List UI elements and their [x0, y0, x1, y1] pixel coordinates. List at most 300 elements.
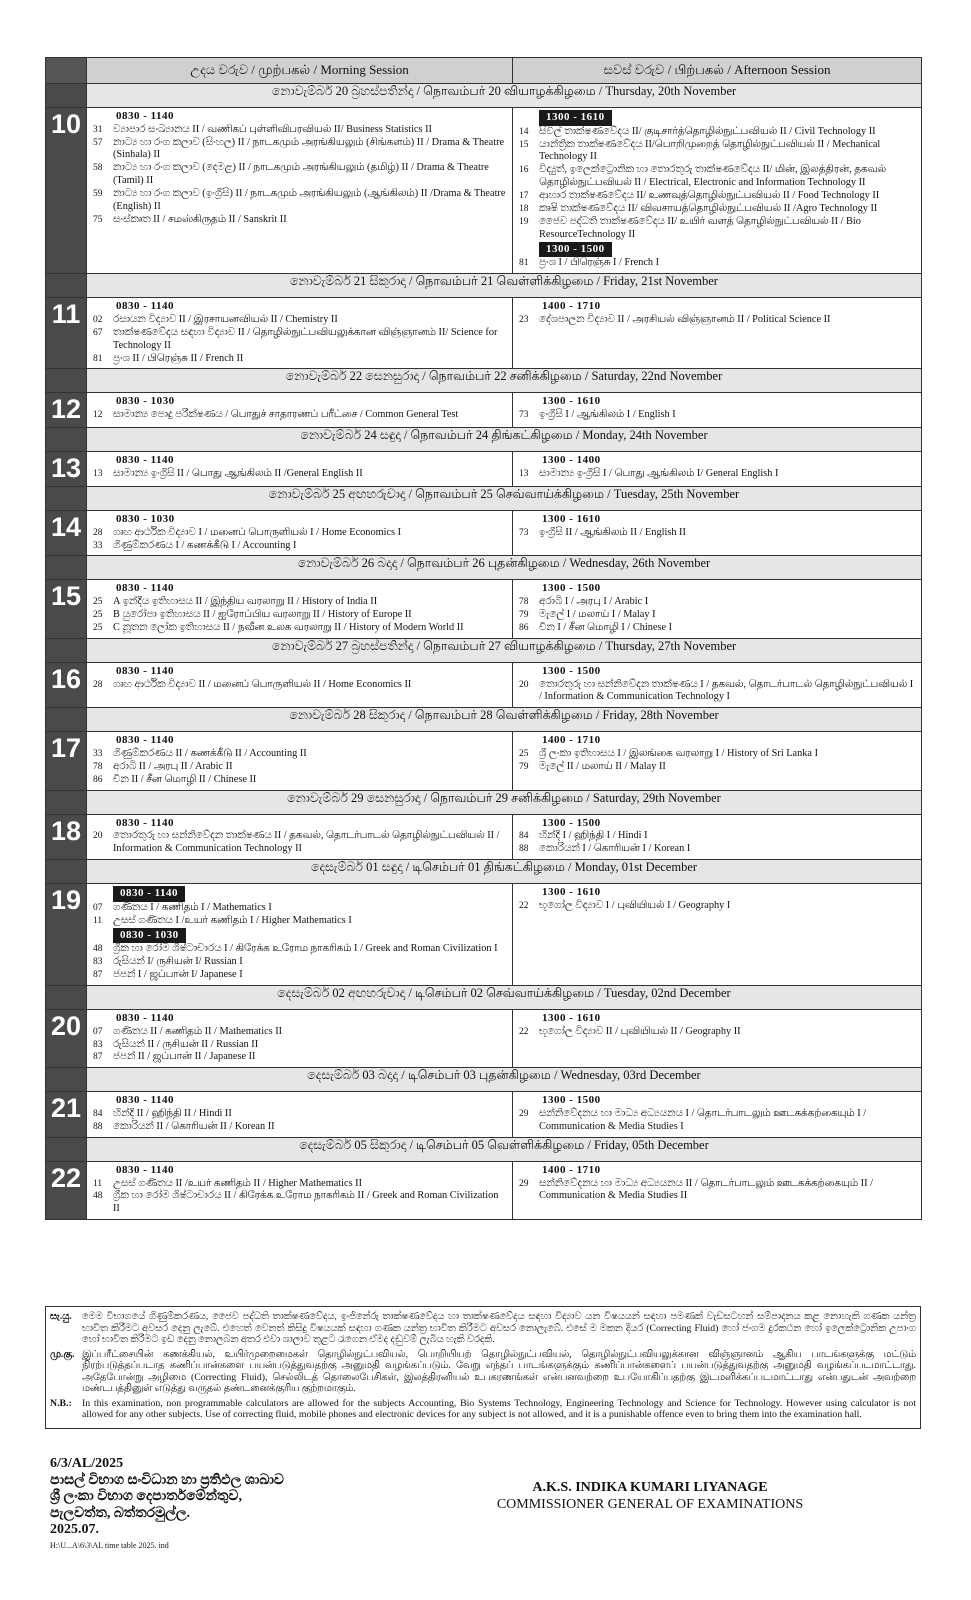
- department-name: ශ්‍රී ලංකා විභාග දෙපාර්තමේන්තුව,: [50, 1489, 242, 1505]
- subject-item: [93, 124, 507, 137]
- date-heading: නොවැම්බර් 24 සඳුදා / நொவம்பர் 24 திங்கட்கிழமை / Monday, 24th November: [87, 428, 922, 452]
- date-heading: දෙසැම්බර් 05 සිකුරාදා / டிசெம்பர் 05 வெள்ளிக்கிழமை / Friday, 05th December: [87, 1137, 922, 1161]
- subject-code: 07: [93, 902, 103, 913]
- date-row: [46, 274, 922, 298]
- session-time: 0830 - 1140: [116, 110, 175, 122]
- subject-code: 11: [93, 1178, 103, 1189]
- subject-name: චීන I / சீன மொழி I / Chinese I: [539, 621, 673, 633]
- subject-code: 15: [519, 139, 529, 150]
- subject-code: 79: [519, 610, 529, 620]
- morning-cell: [87, 662, 513, 707]
- subject-code: 79: [519, 761, 529, 772]
- session-time: 0830 - 1140: [116, 1163, 175, 1176]
- subject-code: 57: [93, 137, 103, 148]
- subject-code: 25: [93, 610, 103, 620]
- subject-code: 16: [519, 165, 529, 176]
- subject-name: ආහාර තාක්ෂණවේදය II/ உணவுத்தொழில்நுட்பவியல் II / Food Technology II: [539, 190, 880, 202]
- session-time: 0830 - 1030: [116, 395, 175, 408]
- subject-name: හින්දි II / ஹிந்தி II / Hindi II: [113, 1108, 232, 1120]
- morning-cell: [87, 510, 513, 556]
- subject-name: උසස් ගණිතය I /உயர் கணிதம் I / Higher Mathematics I: [113, 914, 352, 926]
- subject-item: [93, 1108, 507, 1121]
- subject-item: [519, 216, 916, 242]
- morning-cell: [87, 580, 513, 638]
- session-time: 1300 - 1400: [542, 454, 601, 467]
- subject-code: 87: [93, 970, 103, 981]
- exam-day-row: [46, 393, 922, 428]
- subject-item: [93, 214, 507, 227]
- day-number: 18: [46, 814, 87, 860]
- note-sinhala: [50, 1311, 916, 1346]
- subject-item: [93, 943, 507, 956]
- subject-item: [93, 188, 507, 214]
- date-heading: නොවැම්බර් 21 සිකුරාදා / நொவம்பர் 21 வெள்ளிக்கிழமை / Friday, 21st November: [87, 274, 922, 298]
- subject-name: A ඉන්දීය ඉතිහාසය II / இந்திய வரலாறு II / History of India II: [113, 596, 378, 608]
- date-heading: නොවැම්බර් 22 සෙනසුරාදා / நொவம்பர் 22 சனிக்கிழமை / Saturday, 22nd November: [87, 369, 922, 393]
- subject-name: B යුරෝපා ඉතිහාසය II / ஐரோப்பிய வரலாறு II / History of Europe II: [113, 609, 412, 620]
- date-row: [46, 556, 922, 580]
- subject-code: 78: [519, 597, 529, 608]
- morning-cell: [87, 393, 513, 428]
- subject-name: රසායන විද්‍යාව II / இரசாயனவியல் II / Chemistry II: [113, 313, 338, 325]
- subject-code: 02: [93, 314, 103, 325]
- instructions-box: [45, 1306, 921, 1429]
- date-row: [46, 790, 922, 814]
- subject-item: [519, 126, 916, 139]
- subject-name: භූගෝල විද්‍යාව I / புவியியல் I / Geography I: [539, 899, 731, 911]
- session-time: 1300 - 1500: [539, 242, 612, 258]
- morning-session-header: උදය වරුව / முற்பகல் / Morning Session: [87, 58, 513, 84]
- subject-item: [93, 353, 507, 366]
- subject-code: 78: [93, 761, 103, 772]
- subject-code: 22: [519, 1026, 529, 1037]
- afternoon-cell: [513, 1161, 922, 1219]
- subject-name: ගිණුම්කරණය I / கணக்கீடு I / Accounting I: [113, 539, 297, 551]
- date-heading: නොවැම්බර් 26 බදාදා / நொவம்பர் 26 புதன்கிழமை / Wednesday, 26th November: [87, 556, 922, 580]
- date-row: [46, 428, 922, 452]
- session-time: 0830 - 1140: [116, 816, 175, 829]
- afternoon-cell: [513, 662, 922, 707]
- exam-day-row: [46, 108, 922, 274]
- session-time: 0830 - 1140: [116, 734, 175, 747]
- exam-day-row: [46, 580, 922, 638]
- day-number-bar: [46, 860, 87, 884]
- subject-name: රුසියන් II / ருசியன் II / Russian II: [113, 1038, 259, 1050]
- subject-name: සාමාන්‍ය ඉංග්‍රීසි II / பொது ஆங்கிலம் II /General English II: [113, 467, 363, 479]
- date-row: [46, 708, 922, 732]
- date-row: [46, 486, 922, 510]
- subject-code: 33: [93, 540, 103, 551]
- subject-code: 73: [519, 410, 529, 421]
- day-number: 13: [46, 452, 87, 487]
- morning-cell: [87, 814, 513, 860]
- branch-name: පාසල් විභාග සංවිධාන හා ප්‍රතිඵල ශාඛාව: [50, 1472, 284, 1488]
- subject-name: අරාබි I / அரபு I / Arabic I: [539, 596, 649, 608]
- exam-day-row: [46, 1009, 922, 1067]
- day-number-bar: [46, 638, 87, 662]
- date-heading: නොවැම්බර් 28 සිකුරාදා / நொவம்பர் 28 வெள்ளிக்கிழமை / Friday, 28th November: [87, 708, 922, 732]
- subject-code: 81: [93, 353, 103, 364]
- subject-code: 87: [93, 1052, 103, 1063]
- subject-name: ප්‍රංශ II / பிரெஞ்சு II / French II: [113, 352, 244, 364]
- session-time: 1300 - 1500: [542, 816, 601, 829]
- subject-item: [519, 679, 916, 705]
- day-number-bar: [46, 985, 87, 1009]
- subject-item: [519, 468, 916, 481]
- subject-item: [519, 1108, 916, 1134]
- date-row: [46, 860, 922, 884]
- note-label: සැ.යු.: [50, 1311, 72, 1322]
- subject-item: [93, 409, 507, 422]
- subject-name: කෘෂි තාක්ෂණවේදය II/ விவசாயத்தொழில்நுட்பவியல் II /Agro Technology II: [539, 202, 878, 214]
- session-time: 0830 - 1140: [116, 582, 175, 595]
- afternoon-cell: [513, 298, 922, 369]
- subject-code: 29: [519, 1178, 529, 1189]
- file-reference: H:\U...A\6\3\AL time table 2025. ind: [50, 1540, 169, 1550]
- subject-item: [93, 830, 507, 856]
- session-time: 0830 - 1140: [113, 886, 185, 902]
- subject-item: [93, 162, 507, 188]
- subject-name: සාමාන්‍ය ඉංග්‍රීසි I / பொது ஆங்கிலம் I/ General English I: [539, 467, 779, 479]
- subject-code: 19: [519, 216, 529, 227]
- subject-name: සන්නිවේදනය හා මාධ්‍ය අධ්‍යයනය I / தொடர்பாடலும் ஊடகக்கற்கையும் I / Communication & Media Studies I: [539, 1108, 867, 1132]
- day-number: 11: [46, 298, 87, 369]
- subject-name: උසස් ගණිතය II /உயர் கணிதம் II / Higher Mathematics II: [113, 1177, 363, 1189]
- subject-name: අරාබි II / அரபு II / Arabic II: [113, 760, 233, 772]
- subject-code: 23: [519, 314, 529, 325]
- subject-code: 20: [93, 831, 103, 842]
- subject-name: ජෛව පද්ධති තාක්ෂණවේදය II/ உயிர் வளத் தொழில்நுட்பவியல் II / Bio ResourceTechnology II: [539, 215, 861, 240]
- subject-code: 13: [93, 468, 103, 479]
- subject-item: [519, 761, 916, 774]
- day-number: 19: [46, 884, 87, 986]
- day-number: 16: [46, 662, 87, 707]
- subject-name: සංස්කෘත II / சமஸ்கிருதம் II / Sanskrit II: [113, 213, 287, 225]
- day-number-bar: [46, 790, 87, 814]
- subject-item: [519, 843, 916, 856]
- subject-name: සන්නිවේදනය හා මාධ්‍ය අධ්‍යයනය II / தொடர்பாடலும் ஊடகக்கற்கையும் II / Communication & Media Studies II: [539, 1177, 873, 1202]
- subject-name: යාන්ත්‍රික තාක්ෂණවේදය II/பொறிமுறைத் தொழில்நுட்பவியல் II / Mechanical Technology II: [539, 138, 881, 163]
- subject-code: 84: [93, 1109, 103, 1120]
- subject-name: ග්‍රීක හා රෝම ශිෂ්ටාචාරය II / கிரேக்க உரோம நாகரிகம் II / Greek and Roman Civilization II: [113, 1190, 499, 1215]
- day-number-bar: [46, 1068, 87, 1092]
- subject-code: 83: [93, 957, 103, 968]
- session-time: 0830 - 1140: [116, 1094, 175, 1107]
- day-number: 12: [46, 393, 87, 428]
- subject-name: රුසියන් I/ ருசியன் I/ Russian I: [113, 956, 243, 968]
- subject-code: 13: [519, 468, 529, 479]
- afternoon-cell: [513, 1009, 922, 1067]
- subject-name: ජපන් II / ஜப்பான் II / Japanese II: [113, 1051, 256, 1063]
- subject-name: ශ්‍රී ලංකා ඉතිහාසය I / இலங்கை வரலாறு I / History of Sri Lanka I: [539, 747, 818, 759]
- date-heading: නොවැම්බර් 29 සෙනසුරාදා / நொவம்பர் 29 சனிக்கிழமை / Saturday, 29th November: [87, 790, 922, 814]
- morning-cell: [87, 298, 513, 369]
- session-time: 0830 - 1140: [116, 300, 175, 313]
- afternoon-cell: [513, 884, 922, 986]
- subject-item: [519, 748, 916, 761]
- subject-item: [93, 527, 507, 540]
- session-time: 1300 - 1610: [542, 1011, 601, 1024]
- session-time: 1300 - 1610: [539, 110, 612, 126]
- subject-name: ග්‍රීක හා රෝම ශිෂ්ටාචාරය I / கிரேக்க உரோம நாகரிகம் I / Greek and Roman Civilization I: [113, 943, 498, 955]
- subject-code: 14: [519, 126, 529, 137]
- day-number: 14: [46, 510, 87, 556]
- subject-code: 28: [93, 679, 103, 690]
- day-number: 10: [46, 108, 87, 274]
- morning-cell: [87, 108, 513, 274]
- subject-item: [519, 164, 916, 190]
- subject-item: [519, 900, 916, 913]
- date-heading: නොවැම්බර් 20 බ්‍රහස්පතින්දා / நொவம்பர் 20 வியாழக்கிழமை / Thursday, 20th November: [87, 84, 922, 108]
- subject-code: 17: [519, 191, 529, 202]
- session-time: 0830 - 1140: [116, 454, 175, 467]
- note-english: [50, 1398, 916, 1421]
- exam-day-row: [46, 662, 922, 707]
- subject-code: 83: [93, 1039, 103, 1050]
- subject-item: [93, 540, 507, 553]
- signatory-title: COMMISSIONER GENERAL OF EXAMINATIONS: [496, 1496, 804, 1512]
- afternoon-cell: [513, 393, 922, 428]
- afternoon-cell: [513, 452, 922, 487]
- subject-code: 86: [519, 622, 529, 633]
- note-label: மு.கு.: [50, 1348, 75, 1360]
- subject-item: [93, 1051, 507, 1064]
- note-text: මෙම විභාගයේ ගිණුම්කරණය, ජෛව පද්ධති තාක්ෂණවේදය, ඉංජිනේරු තාක්ෂණවේදය හා තාක්ෂණවේදය සඳහා විද්‍යාව යන විෂයයන් සඳහා පමණක් වැඩසටහන් සම්පාදනය කළ නොහැකි ගණක යන්ත්‍ර භාවිත කිරීමට අවසර දෙනු ලැබේ. එහෙත් වෙනත් කිසිදු විෂයයක් සඳහා ගණක යන්ත්‍ර භාවිත කිරීමට අවසර නොලැබේ. එසේ ම මකන දියර (Correcting Fluid) හෝ ජංගම දුරකථන හෝ ඉලෙක්ට්‍රොනික උපාංග හෝ භාවිත කිරීමට ඉඩ දෙනු නොලබන අතර එවා ශාලාව තුළට රැගෙන ඒමද දඬුවම් ලැබිය හැකි වරදකි.: [82, 1311, 916, 1346]
- day-number: 15: [46, 580, 87, 638]
- subject-item: [93, 609, 507, 622]
- subject-name: කොරියන් II / கொரியன் II / Korean II: [113, 1120, 275, 1132]
- day-number: 17: [46, 732, 87, 790]
- session-time: 1400 - 1710: [542, 1163, 601, 1176]
- subject-item: [93, 1121, 507, 1134]
- office-location: පැලවත්ත, බත්තරමුල්ල.: [50, 1505, 190, 1521]
- subject-name: තොරතුරු හා සන්නිවේදන තාක්ෂණය I / தகவல், தொடர்பாடல் தொழில்நுட்பவியல் I / Information & Communication Technology I: [539, 678, 914, 703]
- session-time: 0830 - 1140: [116, 664, 175, 677]
- subject-code: 25: [93, 597, 103, 608]
- issue-date: 2025.07.: [50, 1522, 99, 1538]
- date-heading: නොවැම්බර් 25 අඟහරුවාදා / நொவம்பர் 25 செவ்வாய்க்கிழமை / Tuesday, 25th November: [87, 486, 922, 510]
- subject-item: [93, 314, 507, 327]
- subject-name: නාට්‍ය හා රංග කලාව (සිංහල) II / நாடகமும் அரங்கியலும் (சிங்களம்) II / Drama & Theatre (Sinhala) II: [113, 136, 505, 161]
- subject-code: 29: [519, 1109, 529, 1120]
- afternoon-cell: [513, 814, 922, 860]
- subject-item: [519, 1178, 916, 1204]
- session-time: 1300 - 1500: [542, 582, 601, 595]
- session-time: 0830 - 1030: [113, 928, 186, 944]
- subject-name: සාමාන්‍ය පොදු පරීක්ෂණය / பொதுச் சாதாரணப் பரீட்சை / Common General Test: [113, 409, 459, 421]
- subject-item: [519, 622, 916, 635]
- session-time: 1300 - 1610: [542, 886, 601, 899]
- signatory-name: A.K.S. INDIKA KUMARI LIYANAGE: [532, 1480, 768, 1495]
- exam-timetable: [45, 57, 922, 1220]
- subject-name: ගෘහ ආර්ථික විද්‍යාව II / மனைப் பொருளியல் II / Home Economics II: [113, 678, 412, 690]
- exam-day-row: [46, 1161, 922, 1219]
- exam-day-row: [46, 452, 922, 487]
- date-row: [46, 84, 922, 108]
- date-heading: දෙසැම්බර් 03 බදාදා / டிசெம்பர் 03 புதன்கிழமை / Wednesday, 03rd December: [87, 1068, 922, 1092]
- morning-cell: [87, 452, 513, 487]
- session-time: 1300 - 1610: [542, 395, 601, 408]
- subject-code: 25: [519, 748, 529, 759]
- subject-name: නාට්‍ය හා රංග කලාව (දෙමළ) II / நாடகமும் அரங்கியலும் (தமிழ்) II / Drama & Theatre (Tamil) II: [113, 162, 489, 187]
- subject-item: [519, 609, 916, 622]
- morning-cell: [87, 1092, 513, 1138]
- subject-item: [93, 748, 507, 761]
- subject-item: [93, 1039, 507, 1052]
- subject-name: භූගෝල විද්‍යාව II / புவியியல் II / Geography II: [539, 1025, 741, 1037]
- subject-item: [93, 774, 507, 787]
- date-row: [46, 369, 922, 393]
- session-time: 1400 - 1710: [542, 734, 601, 747]
- subject-name: කොරියන් I / கொரியன் I / Korean I: [539, 843, 691, 855]
- subject-code: 20: [519, 679, 529, 690]
- day-number-bar: [46, 708, 87, 732]
- day-number: 21: [46, 1092, 87, 1138]
- morning-cell: [87, 732, 513, 790]
- day-number: 20: [46, 1009, 87, 1067]
- subject-item: [93, 1026, 507, 1039]
- day-number-bar: [46, 84, 87, 108]
- subject-item: [519, 596, 916, 609]
- subject-name: තාක්ෂණවේදය සඳහා විද්‍යාව II / தொழில்நுட்பவியலுக்கான விஞ்ஞானம் II/ Science for Technology II: [113, 326, 498, 351]
- subject-code: 58: [93, 163, 103, 174]
- morning-cell: [87, 1009, 513, 1067]
- issuing-office-block: [50, 1456, 284, 1550]
- subject-code: 73: [519, 527, 529, 538]
- exam-day-row: [46, 1092, 922, 1138]
- signatory-block: [470, 1480, 830, 1514]
- day-number-bar: [46, 556, 87, 580]
- subject-code: 11: [93, 915, 103, 926]
- subject-code: 12: [93, 410, 103, 421]
- subject-code: 25: [93, 622, 103, 633]
- subject-item: [93, 596, 507, 609]
- session-time: 0830 - 1030: [116, 512, 175, 525]
- subject-item: [93, 915, 507, 928]
- session-header-row: [46, 58, 922, 84]
- subject-item: [519, 314, 916, 327]
- afternoon-cell: [513, 580, 922, 638]
- subject-item: [93, 468, 507, 481]
- subject-name: විද්‍යුත්, ඉලෙක්ට්‍රොනික හා තොරතුරු තාක්ෂණවේදය II/ மின், இலத்திரன், தகவல் தொழில்நுட்பவியல் II / Electrical, Electronic and Information Technology II: [539, 164, 886, 189]
- subject-item: [519, 139, 916, 165]
- date-heading: දෙසැම්බර් 02 අඟහරුවාදා / டிசெம்பர் 02 செவ்வாய்க்கிழமை / Tuesday, 02nd December: [87, 985, 922, 1009]
- subject-name: ගෘහ ආර්ථික විද්‍යාව I / மனைப் பொருளியல் I / Home Economics I: [113, 526, 402, 538]
- session-time: 1300 - 1610: [542, 512, 601, 525]
- timetable-body: [46, 84, 922, 1220]
- subject-item: [93, 969, 507, 982]
- exam-day-row: [46, 732, 922, 790]
- note-label: N.B.:: [50, 1397, 72, 1409]
- subject-code: 31: [93, 124, 103, 135]
- day-number-bar: [46, 486, 87, 510]
- subject-item: [93, 137, 507, 163]
- subject-item: [519, 527, 916, 540]
- subject-code: 33: [93, 748, 103, 759]
- subject-item: [93, 1190, 507, 1216]
- morning-cell: [87, 1161, 513, 1219]
- exam-day-row: [46, 814, 922, 860]
- subject-name: මැලේ II / மலாய் II / Malay II: [539, 760, 666, 772]
- exam-day-row: [46, 510, 922, 556]
- subject-item: [93, 902, 507, 915]
- subject-item: [519, 1026, 916, 1039]
- subject-code: 48: [93, 944, 103, 955]
- subject-item: [519, 190, 916, 203]
- note-text: இப்பரீட்சையின் கணக்கியல், உயிர்முறைமைகள் தொழில்நுட்பவியல், பொறியியற் தொழில்நுட்பவியல், தொழில்நுட்பவியலுக்கான விஞ்ஞானம் ஆகிய பாடங்களுக்கு மட்டும் நிரற்படுத்தப்படாத கணிப்பான்களை பயன்படுத்துவதற்கு அனுமதி வழங்கப்படும். வேறு எந்தப் பாடங்களுக்கும் கணிப்பான்களைப் பயன்படுத்துவதற்கு அனுமதி வழங்கப்படமாட்டாது. அதேபோன்று அழிமை (Correcting Fluid), செல்லிடத் தொலைபேசிகள், இலத்திரனியல் உபகரணங்கள் என்பனவற்றை உபயோகிப்பதற்கு இடமளிக்கப்படமாட்டாது என்பதுடன் அவற்றை மண்டபத்தினுள் எடுத்து வருதல் தண்டனைக்குரிய குற்றமாகும்.: [82, 1348, 916, 1395]
- subject-item: [519, 409, 916, 422]
- subject-code: 81: [519, 258, 529, 269]
- subject-code: 88: [519, 844, 529, 855]
- subject-code: 84: [519, 831, 529, 842]
- subject-name: මැලේ I / மலாய் I / Malay I: [539, 609, 656, 620]
- subject-item: [93, 622, 507, 635]
- subject-name: ව්‍යාපාර සංඛ්‍යානය II / வணிகப் புள்ளிவிபரவியல் II/ Business Statistics II: [113, 123, 432, 135]
- session-time: 1300 - 1500: [542, 1094, 601, 1107]
- date-row: [46, 1137, 922, 1161]
- subject-item: [93, 679, 507, 692]
- subject-name: නාට්‍ය හා රංග කලාව (ඉංග්‍රීසි) II / நாடகமும் அரங்கியலும் (ஆங்கிலம்) II /Drama & Theatre (English) II: [113, 188, 506, 212]
- subject-name: තොරතුරු හා සන්නිවේදන තාක්ෂණය II / தகவல், தொடர்பாடல் தொழில்நுட்பவியல் II / Information & Communication Technology II: [113, 830, 500, 855]
- subject-item: [519, 830, 916, 843]
- subject-code: 48: [93, 1191, 103, 1202]
- day-number: 22: [46, 1161, 87, 1219]
- subject-item: [519, 257, 916, 270]
- subject-name: දේශපාලන විද්‍යාව II / அரசியல் விஞ்ஞானம் II / Political Science II: [539, 313, 831, 325]
- afternoon-session-header: සවස් වරුව / பிற்பகல் / Afternoon Session: [513, 58, 922, 84]
- subject-code: 67: [93, 327, 103, 338]
- subject-name: සිවිල් තාක්ෂණවේදය II/ குடிசார்த்தொழில்நுட்பவியல் II / Civil Technology II: [539, 125, 876, 137]
- subject-name: ගණිතය II / கணிதம் II / Mathematics II: [113, 1025, 283, 1037]
- afternoon-cell: [513, 108, 922, 274]
- day-number-bar: [46, 1137, 87, 1161]
- subject-name: ජපන් I / ஜப்பான் I/ Japanese I: [113, 969, 243, 981]
- afternoon-cell: [513, 1092, 922, 1138]
- subject-item: [519, 203, 916, 216]
- day-number-bar: [46, 274, 87, 298]
- subject-item: [93, 327, 507, 353]
- subject-code: 07: [93, 1026, 103, 1037]
- subject-item: [93, 1178, 507, 1191]
- subject-name: හින්දි I / ஹிந்தி I / Hindi I: [539, 830, 648, 842]
- subject-code: 28: [93, 527, 103, 538]
- date-row: [46, 985, 922, 1009]
- subject-code: 18: [519, 203, 529, 214]
- subject-code: 88: [93, 1121, 103, 1132]
- morning-cell: [87, 884, 513, 986]
- date-heading: දෙසැම්බර් 01 සඳුදා / டிசெம்பர் 01 திங்கட்கிழமை / Monday, 01st December: [87, 860, 922, 884]
- subject-name: ඉංග්‍රීසි II / ஆங்கிலம் II / English II: [539, 526, 686, 538]
- session-time: 0830 - 1140: [116, 1011, 175, 1024]
- day-number-bar: [46, 428, 87, 452]
- subject-name: ගණිතය I / கணிதம் I / Mathematics I: [113, 901, 272, 913]
- exam-day-row: [46, 884, 922, 986]
- subject-name: ඉංග්‍රීසි I / ஆங்கிலம் I / English I: [539, 409, 676, 421]
- subject-name: C නූතන ලෝක ඉතිහාසය II / நவீன உலக வரலாறு II / History of Modern World II: [113, 621, 464, 633]
- subject-name: ප්‍රංශ I / பிரெஞ்சு I / French I: [539, 257, 660, 269]
- day-number-bar: [46, 369, 87, 393]
- session-time: 1400 - 1710: [542, 300, 601, 313]
- reference-code: 6/3/AL/2025: [50, 1456, 124, 1471]
- session-time: 1300 - 1500: [542, 664, 601, 677]
- afternoon-cell: [513, 732, 922, 790]
- subject-name: ගිණුම්කරණය II / கணக்கீடு II / Accounting II: [113, 747, 307, 759]
- subject-name: චීන II / சீன மொழி II / Chinese II: [113, 773, 257, 785]
- subject-code: 75: [93, 214, 103, 225]
- date-heading: නොවැම්බර් 27 බ්‍රහස්පතින්දා / நொவம்பர் 27 வியாழக்கிழமை / Thursday, 27th November: [87, 638, 922, 662]
- exam-day-row: [46, 298, 922, 369]
- afternoon-cell: [513, 510, 922, 556]
